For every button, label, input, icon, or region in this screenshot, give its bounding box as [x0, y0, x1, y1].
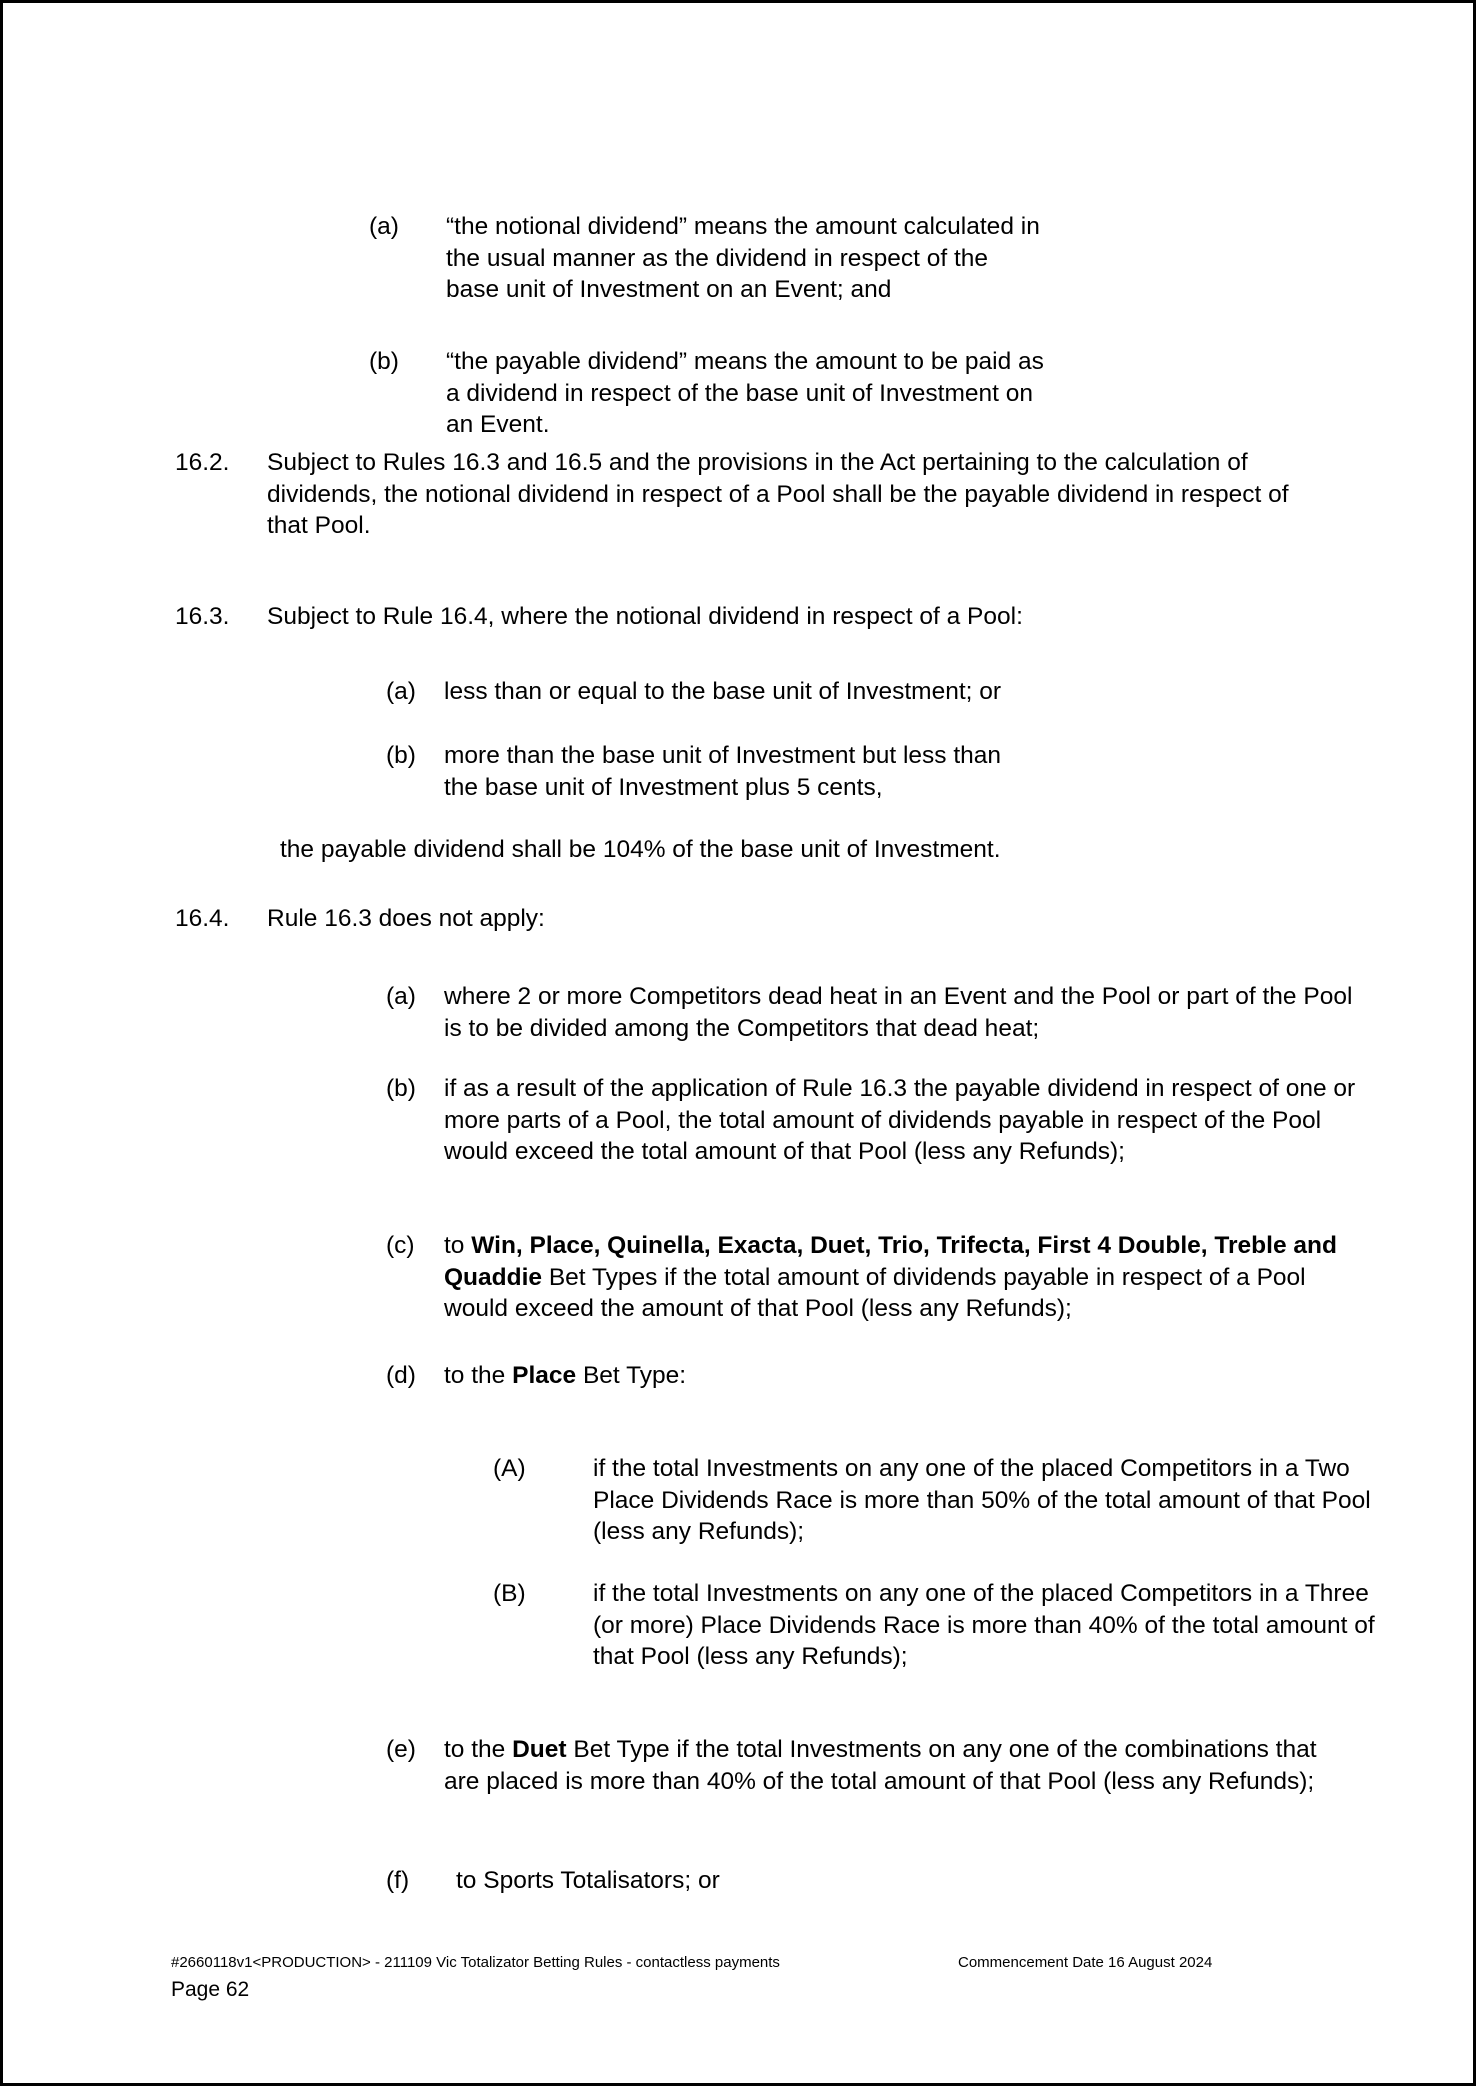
rule-16-4-item-b — [386, 1073, 1364, 1168]
rule-16-4-item-d-prefix: to the — [444, 1362, 513, 1389]
rule-16-4-item-e — [386, 1734, 1334, 1797]
rule-16-4-item-f — [386, 1865, 1346, 1897]
rule-16-3-closing-text — [280, 834, 1040, 866]
footer-commencement-date: Commencement Date 16 August 2024 — [958, 1954, 1213, 1971]
footer-document-reference: #2660118v1<PRODUCTION> - 211109 Vic Totalizator Betting Rules - contactless payments — [171, 1954, 780, 1971]
rule-16-3-item-a-marker: (a) — [386, 678, 416, 705]
rule-16-4-item-e-marker: (e) — [386, 1736, 416, 1763]
rule-16-4-item-a — [386, 981, 1369, 1044]
rule-16-3-closing-text-value: the payable dividend shall be 104% of the base unit of Investment. — [280, 836, 1001, 863]
rule-16-3 — [175, 601, 1295, 633]
rule-16-4-item-c-bold: Win, Place, Quinella, Exacta, Duet, Trio, Trifecta, First 4 Double, Treble and Quaddie — [444, 1232, 1337, 1291]
rule-16-4-item-c — [386, 1230, 1364, 1325]
rule-16-4-item-d-marker: (d) — [386, 1362, 416, 1389]
rule-16-4-item-f-text: to Sports Totalisators; or — [456, 1867, 720, 1894]
rule-16-3-item-b-marker: (b) — [386, 742, 416, 769]
rule-16-4-item-c-prefix: to — [444, 1232, 472, 1259]
rule-16-4 — [175, 903, 1295, 935]
rule-16-4-item-e-prefix: to the — [444, 1736, 513, 1763]
rule-16-4-item-d — [386, 1360, 1364, 1392]
definition-item-b-marker: (b) — [369, 348, 399, 375]
definition-item-b-text: “the payable dividend” means the amount to be paid as a dividend in respect of the base unit of Investment on an Event. — [446, 348, 1044, 438]
definition-item-a — [369, 211, 1046, 306]
footer-page-number: Page 62 — [171, 1978, 250, 2001]
rule-16-4-item-a-marker: (a) — [386, 983, 416, 1010]
rule-16-4-item-d-text — [444, 1360, 1364, 1392]
rule-16-4-item-b-marker: (b) — [386, 1075, 416, 1102]
rule-16-4-item-e-suffix: Bet Type if the total Investments on any one of the combinations that are placed is more than 40% of the total amount of that Pool (less any Refunds); — [444, 1736, 1317, 1795]
rule-16-3-item-a — [386, 676, 1034, 708]
rule-16-4-item-b-text: if as a result of the application of Rule 16.3 the payable dividend in respect of one or more parts of a Pool, the total amount of dividends payable in respect of the Pool would exceed the total amount of that Pool (less any Refunds); — [444, 1075, 1356, 1165]
rule-16-4-item-d-B-marker: (B) — [493, 1580, 526, 1607]
rule-16-4-item-a-text: where 2 or more Competitors dead heat in an Event and the Pool or part of the Pool is to be divided among the Competitors that dead heat; — [444, 983, 1353, 1042]
rule-16-4-item-e-bold: Duet — [512, 1736, 567, 1763]
rule-16-4-item-c-marker: (c) — [386, 1232, 415, 1259]
rule-16-3-item-b-text: more than the base unit of Investment but less than the base unit of Investment plus 5 cents, — [444, 742, 1002, 801]
definition-item-a-text: “the notional dividend” means the amount calculated in the usual manner as the dividend in respect of the base unit of Investment on an Event; and — [446, 213, 1040, 303]
rule-16-2 — [175, 447, 1295, 542]
rule-16-3-text: Subject to Rule 16.4, where the notional dividend in respect of a Pool: — [267, 603, 1023, 630]
page-sheet — [3, 3, 1473, 2083]
rule-16-4-item-d-suffix: Bet Type: — [576, 1362, 687, 1389]
rule-16-4-item-c-suffix: Bet Types if the total amount of dividends payable in respect of a Pool would exceed the amount of that Pool (less any Refunds); — [444, 1263, 1306, 1322]
rule-16-2-number: 16.2. — [175, 449, 230, 476]
rule-16-4-item-d-B-text: if the total Investments on any one of the placed Competitors in a Three (or more) Place Dividends Race is more than 40% of the total amount of that Pool (less any Refunds); — [593, 1580, 1375, 1670]
rule-16-3-item-b — [386, 740, 1034, 803]
page-footer — [3, 1953, 1476, 2053]
rule-16-3-item-a-text: less than or equal to the base unit of Investment; or — [444, 678, 1002, 705]
definition-item-b — [369, 346, 1046, 441]
rule-16-4-item-d-A-marker: (A) — [493, 1455, 526, 1482]
rule-16-4-item-d-A — [493, 1453, 1393, 1548]
rule-16-2-text: Subject to Rules 16.3 and 16.5 and the provisions in the Act pertaining to the calculation of dividends, the notional dividend in respect of a Pool shall be the payable dividend in respect of that Pool. — [267, 449, 1289, 539]
rule-16-4-item-e-text — [444, 1734, 1334, 1797]
rule-16-3-number: 16.3. — [175, 603, 230, 630]
rule-16-4-text: Rule 16.3 does not apply: — [267, 905, 545, 932]
rule-16-4-item-f-marker: (f) — [386, 1867, 410, 1894]
rule-16-4-number: 16.4. — [175, 905, 230, 932]
rule-16-4-item-d-A-text: if the total Investments on any one of the placed Competitors in a Two Place Dividends Race is more than 50% of the total amount of that Pool (less any Refunds); — [593, 1455, 1371, 1545]
definition-item-a-marker: (a) — [369, 213, 399, 240]
rule-16-4-item-d-bold: Place — [512, 1362, 577, 1389]
rule-16-4-item-c-text — [444, 1230, 1364, 1325]
rule-16-4-item-d-B — [493, 1578, 1393, 1673]
